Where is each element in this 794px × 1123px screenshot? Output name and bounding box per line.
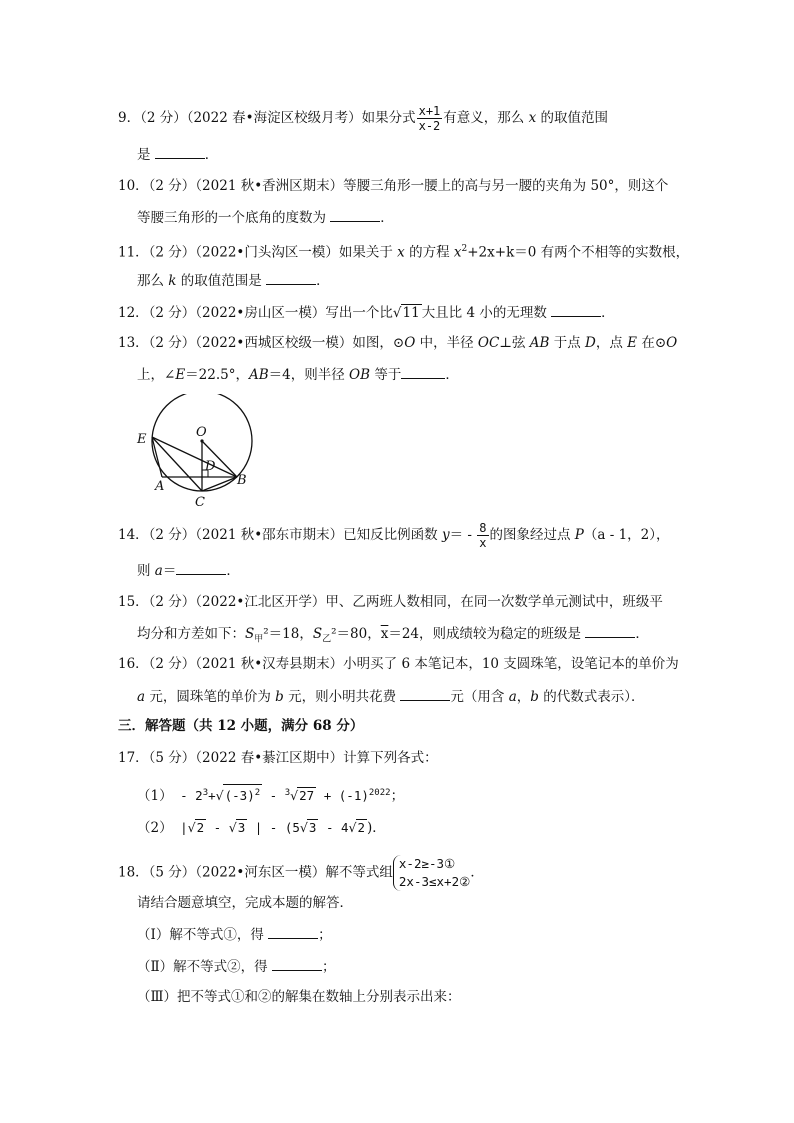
label-a: A <box>155 479 165 494</box>
q14-suffix: 的图象经过点 <box>489 527 575 543</box>
q13-l2ob: OB <box>349 367 371 383</box>
q18-prefix: 18．（5 分）（2022•河东区一模）解不等式组 <box>118 864 393 881</box>
q12-line <box>118 302 615 323</box>
q9-frac-num: x+1 <box>418 104 441 118</box>
q13-ma: 中，半径 <box>415 335 478 351</box>
q18-step2-end: ； <box>321 959 336 975</box>
q15-answer-blank[interactable] <box>585 623 635 638</box>
q14-prefix: 14．（2 分）（2021 秋•邵东市期末）已知反比例函数 <box>118 527 442 543</box>
q9-var: x <box>528 110 537 126</box>
q17-p2d: - 4 <box>318 820 349 835</box>
q18-step2 <box>137 956 335 977</box>
q14-l2-var: a <box>154 563 163 579</box>
q15-s1: S <box>245 626 255 642</box>
q11-eq-sup: 2 <box>461 244 468 254</box>
label-b: B <box>237 473 247 488</box>
q17-p1-sup3: 2022 <box>368 788 391 798</box>
q13-line2 <box>137 364 459 385</box>
q11-mid: 的方程 <box>404 244 454 261</box>
q11-l2-var: k <box>168 273 177 289</box>
q15-s2-sub: 乙 <box>322 634 332 645</box>
q13-answer-blank[interactable] <box>401 364 445 379</box>
label-c: C <box>195 495 205 510</box>
q18-step2-text: （Ⅱ）解不等式②，得 <box>137 959 268 975</box>
q17-p2c: | - (5 <box>247 820 300 835</box>
q18-end: ． <box>470 864 484 881</box>
q13-e: E <box>627 335 638 351</box>
q11-eq-x: x <box>453 244 462 261</box>
q13-oc: OC <box>477 335 500 351</box>
q13-mc: 于点 <box>549 335 586 351</box>
q13-l2c: ＝4，则半径 <box>268 367 350 383</box>
q13-l2d: 等于 <box>370 367 402 383</box>
q17-p2b: - <box>206 820 229 835</box>
q17-p2-expr <box>173 820 367 835</box>
q15-line1: 15．（2 分）（2022•江北区开学）甲、乙两班人数相同，在同一次数学单元测试中，班级平 <box>118 594 663 610</box>
q9-line1 <box>118 104 608 133</box>
q16-b2: b <box>530 689 539 705</box>
q11-line2 <box>137 270 330 291</box>
q13-l2a: 上，∠ <box>137 367 176 383</box>
q10-text: 等腰三角形的一个底角的度数为 <box>137 210 326 226</box>
q13-o1: O <box>404 335 416 351</box>
sqrt-sign-icon: √ <box>215 788 224 804</box>
q13-mb: ⊥弦 <box>499 335 530 351</box>
q17-p2-r4: 2 <box>357 820 366 835</box>
q16-comma: ， <box>516 689 531 705</box>
q17-p1-end: ； <box>390 788 405 805</box>
sqrt-sign-icon: √ <box>228 820 237 835</box>
label-d: D <box>205 459 216 474</box>
q14-y: y <box>441 527 450 543</box>
q15-end: ． <box>635 626 649 642</box>
q18-step1 <box>137 924 332 945</box>
q13-line1 <box>118 333 677 353</box>
sqrt-sign-icon: √ <box>392 305 402 321</box>
q17-p2-r3: 3 <box>308 820 317 835</box>
q18-line2: 请结合题意填空，完成本题的解答． <box>137 895 353 911</box>
q16-l2b: 元，圆珠笔的单价为 <box>145 689 276 705</box>
q9-line2-text: 是 <box>137 147 151 163</box>
q12-answer-blank[interactable] <box>551 302 601 317</box>
q18-ineq2: 2x-3≤x+2② <box>398 874 471 889</box>
q11-l2b: 的取值范围是 <box>176 273 262 289</box>
q13-end: ． <box>445 367 459 383</box>
q12-prefix: 12．（2 分）（2022•房山区一模）写出一个比 <box>118 305 393 321</box>
q11-end: ． <box>316 273 330 289</box>
sqrt-sign-icon: √ <box>187 820 196 835</box>
q16-a2: a <box>508 689 517 705</box>
q11-var: x <box>397 244 405 261</box>
q17-p1a: - 2 <box>172 788 203 804</box>
section3-title: 三．解答题（共 12 小题，满分 68 分） <box>118 718 364 734</box>
q16-l2i: 的代数式表示）． <box>538 689 645 705</box>
q13-ab: AB <box>529 335 550 351</box>
q9-end: ． <box>204 147 219 163</box>
q18-ineq1: x-2≥-3① <box>398 856 456 871</box>
q10-line2 <box>137 207 394 228</box>
q17-p1b: + <box>208 788 216 804</box>
q15-s1-rest: ²＝18， <box>263 626 313 642</box>
q13-md: ，点 <box>595 335 628 351</box>
q16-l2d: 元，则小明共花费 <box>283 689 397 705</box>
q12-suffix: 大且比 4 小的无理数 <box>421 305 547 321</box>
q14-eq: ＝ - <box>449 527 477 543</box>
q18-step3: （Ⅲ）把不等式①和②的解集在数轴上分别表示出来： <box>137 989 461 1005</box>
segment-eb <box>152 437 237 477</box>
q13-circle-figure <box>130 394 260 510</box>
q15-s1-sub: 甲 <box>254 634 264 645</box>
q11-line1 <box>118 239 689 263</box>
q14-l2a: 则 <box>137 563 155 579</box>
q15-l2a: 均分和方差如下： <box>137 626 245 642</box>
q9-text2: 的取值范围 <box>536 110 608 126</box>
q14-fraction <box>477 521 488 550</box>
q12-radicand: 11 <box>402 305 420 321</box>
q17-p2-r1: 2 <box>196 820 205 835</box>
q14-frac-num: 8 <box>479 521 487 535</box>
q16-l2e: 元（用含 <box>450 689 509 705</box>
q11-eq-rest: +2x+k＝0 <box>467 244 537 261</box>
q17-p1-rad1 <box>223 784 263 804</box>
segment-bc <box>202 477 237 491</box>
q11-prefix: 11．（2 分）（2022•门头沟区一模）如果关于 <box>118 244 398 261</box>
q16-a: a <box>137 689 146 705</box>
q10-answer-blank[interactable] <box>330 207 380 222</box>
q17-p2a: | <box>172 820 188 835</box>
q17-p2-end: )． <box>367 820 386 836</box>
q14-point: （a - 1，2）， <box>583 527 670 543</box>
q13-l2ab: AB <box>248 367 269 383</box>
q11-l2a: 那么 <box>137 273 169 289</box>
q15-line2 <box>137 623 649 650</box>
q9-prefix: 9．（2 分）（2022 春•海淀区校级月考）如果分式 <box>118 110 416 126</box>
sqrt-sign-icon: √ <box>299 820 308 835</box>
q14-frac-den: x <box>479 536 487 550</box>
q17-p1-expr <box>173 788 391 803</box>
q15-s2: S <box>312 626 323 642</box>
q17-part2 <box>137 818 386 838</box>
q17-p1-sup1: 3 <box>202 788 209 798</box>
label-o: O <box>196 425 207 440</box>
q13-prefix: 13．（2 分）（2022•西城区校级一模）如图，⊙ <box>118 335 405 351</box>
q11-answer-blank[interactable] <box>266 270 316 285</box>
q18-step2-answer-blank[interactable] <box>272 956 322 971</box>
q14-line1 <box>118 521 670 550</box>
q18-inequality-system <box>393 855 470 891</box>
q18-step1-answer-blank[interactable] <box>268 924 318 939</box>
q13-me: 在⊙ <box>637 335 667 351</box>
q13-l2b: ＝22.5°， <box>185 367 249 383</box>
q14-l2b: ＝ <box>162 563 177 579</box>
q17-p1-rad1-text: (-3) <box>224 788 255 804</box>
q10-line1: 10．（2 分）（2021 秋•香洲区期末）等腰三角形一腰上的高与另一腰的夹角为 50°，则这个 <box>118 178 669 194</box>
q17-p1-sup2: 2 <box>254 788 261 798</box>
q13-d: D <box>585 335 596 351</box>
q13-l2e: E <box>175 367 186 383</box>
q9-text: 有意义，那么 <box>443 110 529 126</box>
q17-p2-r2: 3 <box>237 820 246 835</box>
q14-p: P <box>574 527 584 543</box>
q10-end: ． <box>380 210 394 226</box>
q11-suffix: 有两个不相等的实数根， <box>536 244 690 261</box>
q14-end: ． <box>226 563 240 579</box>
q17-p1-cube-index: 3 <box>284 788 291 798</box>
q17-p2-label: （2） <box>137 820 173 836</box>
q16-line2 <box>137 686 644 707</box>
q16-line1: 16．（2 分）（2021 秋•汉寿县期末）小明买了 6 本笔记本，10 支圆珠笔，设笔记本的单价为 <box>118 656 679 672</box>
q9-line2 <box>137 144 218 165</box>
q16-answer-blank[interactable] <box>400 686 450 701</box>
q9-frac-den: x-2 <box>418 119 441 133</box>
q13-o2: O <box>666 335 678 351</box>
q14-answer-blank[interactable] <box>176 560 226 575</box>
q15-xbar-rest: ＝24，则成绩较为稳定的班级是 <box>388 626 582 642</box>
label-e: E <box>137 432 147 447</box>
sqrt-sign-icon: √ <box>348 820 357 835</box>
q17-line1: 17．（5 分）（2022 春•綦江区期中）计算下列各式： <box>118 750 438 766</box>
q16-b: b <box>275 689 284 705</box>
q17-p1-label: （1） <box>137 788 173 805</box>
q17-p1c: - <box>262 788 285 804</box>
q12-end: ． <box>601 305 615 321</box>
cube-root-sign-icon: √ <box>290 788 299 804</box>
q18-step1-end: ； <box>318 927 332 943</box>
q17-p1d: + (-1) <box>316 788 369 804</box>
q9-answer-blank[interactable] <box>155 144 205 159</box>
q15-s2-rest: ²＝80， <box>331 626 381 642</box>
q17-p1-rad2: 27 <box>299 788 315 804</box>
q9-fraction <box>417 104 443 133</box>
q18-step1-text: （Ⅰ）解不等式①，得 <box>137 927 264 943</box>
q18-line1 <box>118 855 484 891</box>
q15-xbar: $\overline{x}$ <box>380 626 389 642</box>
q14-line2 <box>137 560 240 581</box>
q17-part1 <box>137 783 404 806</box>
